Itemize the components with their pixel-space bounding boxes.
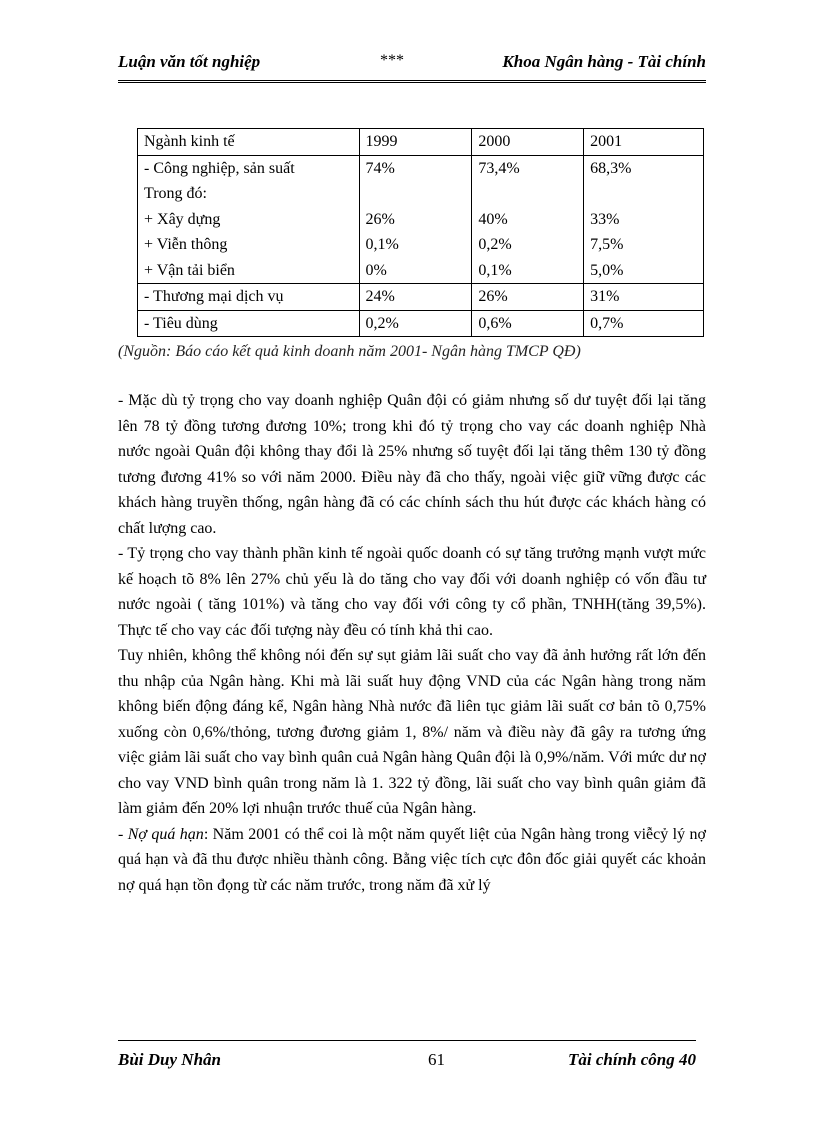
loan-structure-table bbox=[137, 128, 704, 337]
table-cell: + Viễn thông bbox=[138, 232, 360, 258]
table-cell: 0,7% bbox=[584, 310, 704, 337]
table-header-cell: 2001 bbox=[584, 129, 704, 156]
page-number: 61 bbox=[428, 1050, 445, 1069]
paragraph: - Mặc dù tỷ trọng cho vay doanh nghiệp Quân đội có giảm nhưng số dư tuyệt đối lại tăng lên 78 tỷ đồng tương đương 10%; trong khi đó tỷ trọng cho vay các doanh nghiệp Nhà nước ngoài Quân đội không thay đổi là 25% nhưng số tuyệt đối lại tăng thêm 130 tỷ đồng tương đương 41% so với năm 2000. Điều này đã cho thấy, ngoài việc giữ vững được các khách hàng truyền thống, ngân hàng đã có các chính sách thu hút được các khách hàng có chất lượng cao. bbox=[118, 392, 706, 537]
table-cell: - Công nghiệp, sản suất bbox=[138, 155, 360, 181]
page-footer bbox=[118, 1050, 696, 1074]
table-cell: 26% bbox=[472, 284, 584, 311]
table-row bbox=[138, 284, 704, 311]
table-source-note: (Nguồn: Báo cáo kết quả kinh doanh năm 2001- Ngân hàng TMCP QĐ) bbox=[118, 343, 581, 360]
header-separator: *** bbox=[380, 52, 404, 69]
table-cell: 74% bbox=[359, 155, 472, 181]
table-cell: 68,3% bbox=[584, 155, 704, 181]
paragraph: Tuy nhiên, không thể không nói đến sự sụt giảm lãi suất cho vay đã ảnh hưởng rất lớn đến thu nhập của Ngân hàng. Khi mà lãi suất huy động VND của các Ngân hàng trong năm không biến động đáng kể, Ngân hàng Nhà nước đã liên tục giảm lãi suất cơ bản tõ 0,75% xuống còn 0,6%/thỏng, tương đương giảm 1, 8%/ năm và điều này đã gây ra tương ứng việc giảm lãi suất cho vay bình quân cuả Ngân hàng Quân đội là 0,9%/năm. Với mức dư nợ cho vay VND bình quân trong năm là 1. 322 tỷ đồng, lãi suất cho vay bình quân giảm đã làm giảm đến 20% lợi nhuận trước thuế của Ngân hàng. bbox=[118, 647, 706, 817]
table-cell: + Vận tải biển bbox=[138, 258, 360, 284]
table-header-row bbox=[138, 129, 704, 156]
table-cell: 33% bbox=[584, 207, 704, 233]
table-cell: 26% bbox=[359, 207, 472, 233]
table-row bbox=[138, 181, 704, 207]
table-cell: + Xây dựng bbox=[138, 207, 360, 233]
table-cell: Trong đó: bbox=[138, 181, 360, 207]
table-header-cell: 1999 bbox=[359, 129, 472, 156]
footer-class: Tài chính công 40 bbox=[568, 1050, 696, 1069]
header-faculty: Khoa Ngân hàng - Tài chính bbox=[502, 52, 706, 71]
table-cell: 40% bbox=[472, 207, 584, 233]
table-cell bbox=[472, 181, 584, 207]
table-cell: - Tiêu dùng bbox=[138, 310, 360, 337]
table-cell bbox=[359, 181, 472, 207]
table-row bbox=[138, 207, 704, 233]
footer-author: Bùi Duy Nhân bbox=[118, 1050, 221, 1069]
paragraph bbox=[118, 822, 706, 899]
paragraph-text: : Năm 2001 có thể coi là một năm quyết liệt của Ngân hàng trong viễcỷ lý nợ quá hạn và đã thu được nhiều thành công. Bằng việc tích cực đôn đốc giải quyết các khoản nợ quá hạn tồn đọng từ các năm trước, trong năm đã xử lý bbox=[118, 825, 706, 894]
table-cell: 24% bbox=[359, 284, 472, 311]
body-text bbox=[118, 388, 706, 898]
header-divider bbox=[118, 80, 706, 83]
table-header-cell: Ngành kinh tế bbox=[138, 129, 360, 156]
footer-divider bbox=[118, 1040, 696, 1041]
table-row bbox=[138, 232, 704, 258]
table-cell: 5,0% bbox=[584, 258, 704, 284]
table-cell: 31% bbox=[584, 284, 704, 311]
header-thesis-title: Luận văn tốt nghiệp bbox=[118, 52, 261, 71]
table-cell: 0,1% bbox=[472, 258, 584, 284]
table-cell: 0,1% bbox=[359, 232, 472, 258]
table-cell: 0% bbox=[359, 258, 472, 284]
table-cell bbox=[584, 181, 704, 207]
table-cell: 73,4% bbox=[472, 155, 584, 181]
table-row bbox=[138, 258, 704, 284]
table-cell: - Thương mại dịch vụ bbox=[138, 284, 360, 311]
table-header-cell: 2000 bbox=[472, 129, 584, 156]
page-header bbox=[118, 52, 706, 76]
table-row bbox=[138, 310, 704, 337]
table-cell: 0,2% bbox=[359, 310, 472, 337]
table-cell: 0,6% bbox=[472, 310, 584, 337]
table-row bbox=[138, 155, 704, 181]
paragraph: - Tỷ trọng cho vay thành phần kinh tế ngoài quốc doanh có sự tăng trưởng mạnh vượt mức kế hoạch tõ 8% lên 27% chủ yếu là do tăng cho vay đối với doanh nghiệp có vốn đầu tư nước ngoài ( tăng 101%) và tăng cho vay đối với công ty cổ phần, TNHH(tăng 39,5%). Thực tế cho vay các đối tượng này đều có tính khả thi cao. bbox=[118, 545, 706, 639]
table-cell: 0,2% bbox=[472, 232, 584, 258]
paragraph-lead-label: - Nợ quá hạn bbox=[118, 825, 204, 843]
table-cell: 7,5% bbox=[584, 232, 704, 258]
